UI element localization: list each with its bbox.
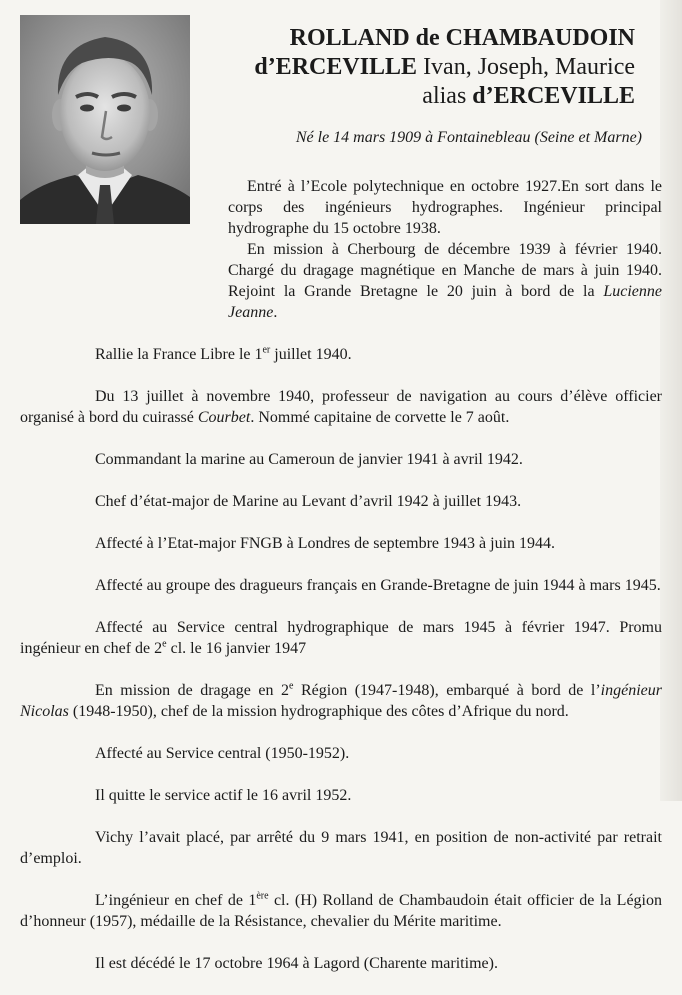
p3-text-b: juillet 1940.	[270, 346, 352, 363]
paragraph-deces: Il est décédé le 17 octobre 1964 à Lagord (Charente maritime).	[95, 955, 498, 972]
paragraph-quitte-service: Il quitte le service actif le 16 avril 1952.	[95, 787, 352, 804]
paragraph-levant: Chef d’état-major de Marine au Levant d’avril 1942 à juillet 1943.	[95, 493, 522, 510]
ship-name: ingénieur Nicolas	[20, 682, 662, 720]
p10-sup: e	[289, 680, 294, 692]
p9-text-b: cl. le 16 janvier 1947	[166, 640, 307, 657]
page-edge-shadow	[660, 0, 682, 801]
paragraph-cameroun: Commandant la marine au Cameroun de janvier 1941 à avril 1942.	[95, 451, 523, 468]
paragraph-dragage	[20, 680, 662, 722]
name-line-1: ROLLAND de CHAMBAUDOIN	[289, 25, 635, 51]
paragraph-hydrographique	[20, 617, 662, 659]
p14-sup: ère	[256, 890, 269, 902]
p10-text-c: (1948-1950), chef de la mission hydrographique des côtes d’Afrique du nord.	[68, 703, 569, 720]
paragraph-courbet	[20, 386, 662, 428]
p10-text-a: En mission de dragage en 2	[95, 682, 289, 699]
biography-text	[20, 176, 662, 995]
surname-bold: d’ERCEVILLE	[254, 54, 418, 80]
alias-prefix: alias	[422, 83, 473, 109]
birth-line: Né le 14 mars 1909 à Fontainebleau (Seine et Marne)	[295, 129, 642, 146]
p4-text-a: Du 13 juillet à novembre 1940, professeur de navigation au cours d’élève officier organisé à bord du cuirassé	[20, 388, 662, 426]
p2-text-b: .	[273, 304, 278, 321]
p9-text-a: Affecté au Service central hydrographique de mars 1945 à février 1947. Promu ingénieur en chef de 2	[20, 619, 662, 657]
name-line-2	[205, 53, 635, 82]
ship-name: Lucienne Jeanne	[228, 283, 662, 321]
title-block	[205, 24, 635, 111]
paragraph-fngb: Affecté à l’Etat-major FNGB à Londres de septembre 1943 à juin 1944.	[95, 535, 556, 552]
p14-text-b: cl. (H) Rolland de Chambaudoin était officier de la Légion d’honneur (1957), médaille de la Résistance, chevalier du Mérite maritime.	[20, 892, 662, 930]
paragraph-vichy: Vichy l’avait placé, par arrêté du 9 mars 1941, en position de non-activité par retrait d’emploi.	[20, 829, 662, 867]
name-line-3	[205, 82, 635, 111]
paragraph-dragueurs: Affecté au groupe des dragueurs français en Grande-Bretagne de juin 1944 à mars 1945.	[95, 577, 661, 594]
p2-text-a: En mission à Cherbourg de décembre 1939 à février 1940. Chargé du dragage magnétique en Manche de mars à juin 1940. Rejoint la Grande Bretagne le 20 juin à bord de la	[228, 241, 662, 300]
paragraph-service-central: Affecté au Service central (1950-1952).	[95, 745, 350, 762]
p3-text-a: Rallie la France Libre le 1	[95, 346, 263, 363]
paragraph-france-libre	[20, 344, 662, 365]
p4-text-b: . Nommé capitaine de corvette le 7 août.	[250, 409, 510, 426]
paragraph-decorations	[20, 890, 662, 932]
p3-sup: er	[262, 344, 271, 356]
alias-name: d’ERCEVILLE	[472, 83, 635, 109]
p14-text-a: L’ingénieur en chef de 1	[95, 892, 257, 909]
ship-name: Courbet	[197, 409, 251, 426]
p9-sup: e	[162, 638, 167, 650]
paragraph-education: Entré à l’Ecole polytechnique en octobre 1927.En sort dans le corps des ingénieurs hydrographes. Ingénieur principal hydrographe du 15 octobre 1938.	[228, 178, 662, 237]
given-names: Ivan, Joseph, Maurice	[417, 54, 635, 80]
p10-text-b: Région (1947-1948), embarqué à bord de l’	[293, 682, 601, 699]
paragraph-cherbourg	[228, 239, 662, 323]
